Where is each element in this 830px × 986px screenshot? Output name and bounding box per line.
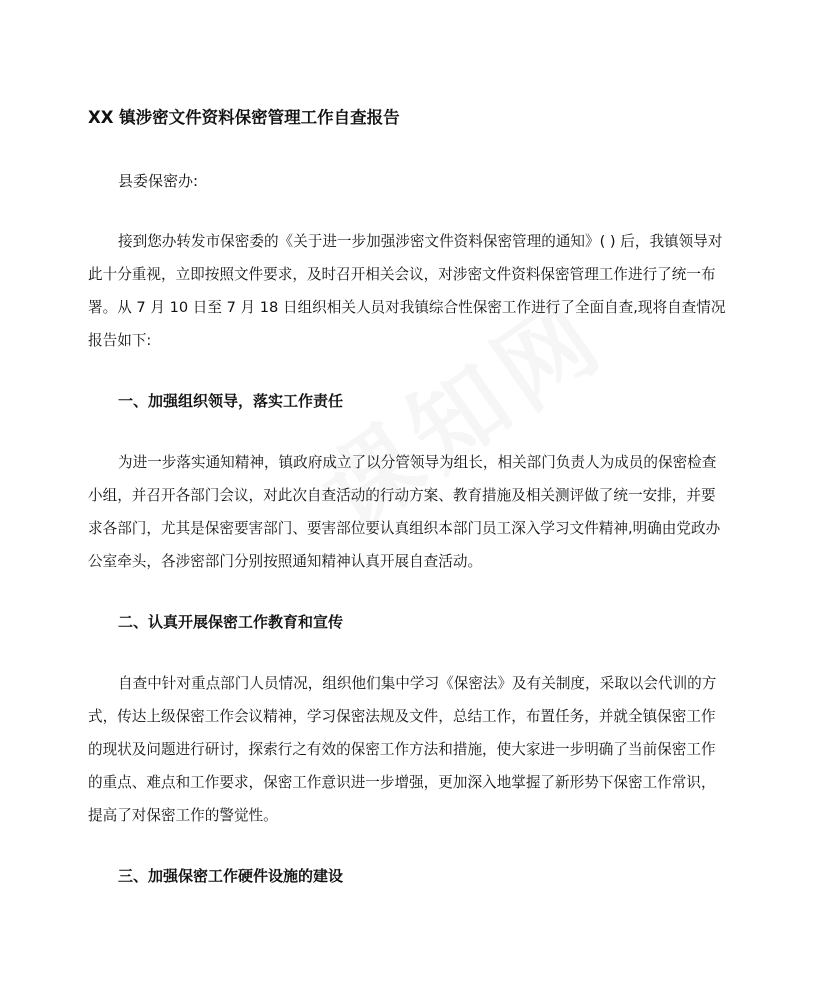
paragraph-line: 提高了对保密工作的警觉性。 xyxy=(88,807,278,824)
section-heading-3: 三、加强保密工作硬件设施的建设 xyxy=(118,867,344,885)
paragraph-section-1 xyxy=(88,446,760,578)
paragraph-line: 接到您办转发市保密委的《关于进一步加强涉密文件资料保密管理的通知》( ) 后，我镇领导对 xyxy=(118,233,723,250)
section-heading-1: 一、加强组织领导，落实工作责任 xyxy=(118,392,344,410)
section-heading-2: 二、认真开展保密工作教育和宣传 xyxy=(118,613,344,631)
paragraph-line: 报告如下: xyxy=(88,332,152,349)
paragraph-line: 的重点、难点和工作要求，保密工作意识进一步增强，更加深入地掌握了新形势下保密工作常识， xyxy=(88,774,716,791)
paragraph-line: 为进一步落实通知精神，镇政府成立了以分管领导为组长，相关部门负责人为成员的保密检查 xyxy=(118,454,717,471)
paragraph-line: 求各部门，尤其是保密要害部门、要害部位要认真组织本部门员工深入学习文件精神,明确由党政办 xyxy=(88,520,721,537)
paragraph-intro xyxy=(88,225,760,357)
paragraph-line: 署。从 7 月 10 日至 7 月 18 日组织相关人员对我镇综合性保密工作进行了全面自查,现将自查情况 xyxy=(88,299,726,316)
paragraph-line: 此十分重视，立即按照文件要求，及时召开相关会议，对涉密文件资料保密管理工作进行了统一布 xyxy=(88,266,716,283)
paragraph-line: 的现状及问题进行研讨，探索行之有效的保密工作方法和措施，使大家进一步明确了当前保密工作 xyxy=(88,741,716,758)
paragraph-line: 公室牵头，各涉密部门分别按照通知精神认真开展自查活动。 xyxy=(88,553,483,570)
paragraph-line: 式，传达上级保密工作会议精神，学习保密法规及文件，总结工作，布置任务，并就全镇保密工作 xyxy=(88,708,716,725)
paragraph-line: 自查中针对重点部门人员情况，组织他们集中学习《保密法》及有关制度，采取以会代训的方 xyxy=(118,675,717,692)
document-title: XX 镇涉密文件资料保密管理工作自查报告 xyxy=(88,108,400,127)
paragraph-section-2 xyxy=(88,667,760,832)
salutation: 县委保密办: xyxy=(118,172,199,190)
paragraph-line: 小组，并召开各部门会议，对此次自查活动的行动方案、教育措施及相关测评做了统一安排，并要 xyxy=(88,487,716,504)
